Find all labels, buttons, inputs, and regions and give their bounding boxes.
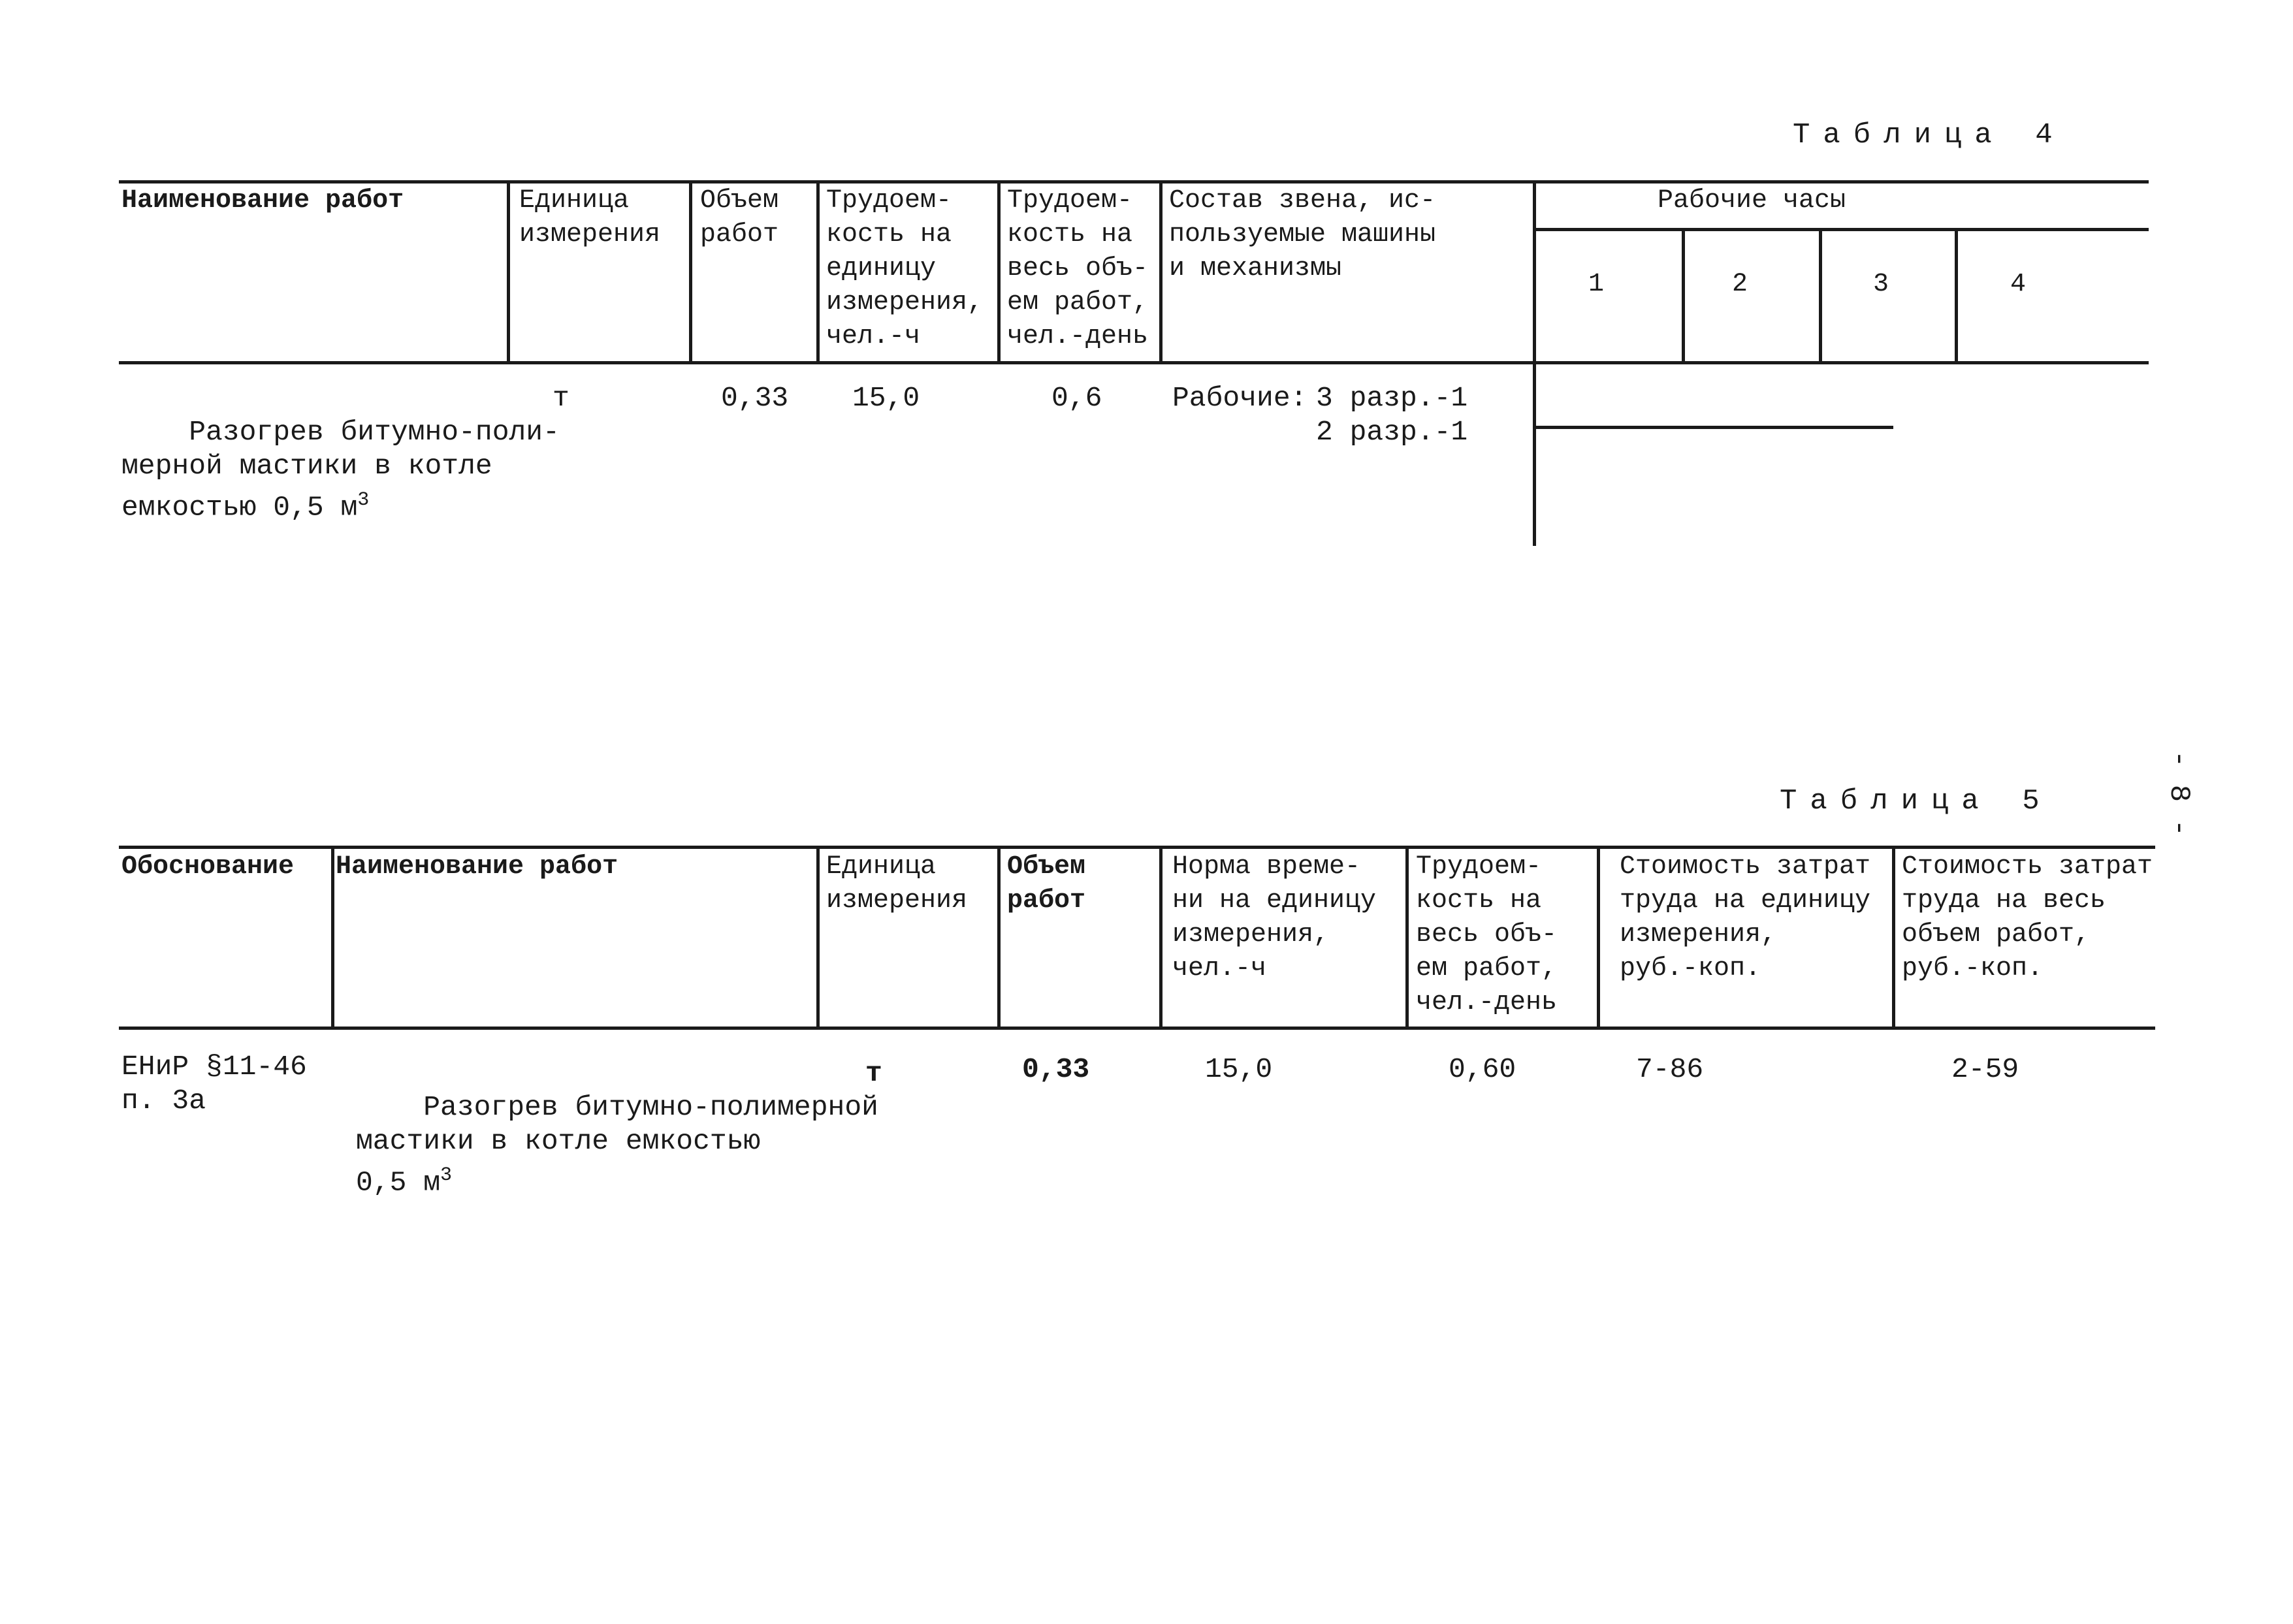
table4-header-crew: Состав звена, ис- пользуемые машины и механизмы xyxy=(1169,186,1436,283)
table4-caption: Таблица 4 xyxy=(1793,119,2066,151)
table5-caption: Таблица 5 xyxy=(1780,785,2053,818)
table4-gantt-bar xyxy=(1534,426,1893,429)
table4-hours-col-2: 2 xyxy=(1732,270,1748,299)
table4-row-unit: т xyxy=(553,382,569,414)
table4-row-crew-line1: 3 разр.-1 xyxy=(1316,382,1468,414)
table5-row-cost-unit: 7-86 xyxy=(1636,1053,1704,1085)
table5-col-divider xyxy=(1597,846,1600,1028)
table5-row-cost-total: 2-59 xyxy=(1951,1053,2019,1085)
table4-row-labor-unit: 15,0 xyxy=(852,382,920,414)
table4-header-unit: Единица измерения xyxy=(519,186,661,249)
table5-col-divider xyxy=(331,846,334,1028)
table4-hours-col-3: 3 xyxy=(1873,270,1889,299)
table4-col-divider xyxy=(507,180,510,363)
table4-col-divider xyxy=(1159,180,1163,363)
table5-header-basis: Обоснование xyxy=(121,852,295,882)
table5-header-cost-unit: Стоимость затрат труда на единицу измерения, руб.-коп. xyxy=(1620,852,1871,983)
table4-row-labor-total: 0,6 xyxy=(1051,382,1102,414)
table5-row-volume: 0,33 xyxy=(1022,1053,1090,1085)
table4-hours-col-divider xyxy=(1682,228,1685,363)
table4-top-rule xyxy=(119,180,2149,183)
table5-col-divider xyxy=(997,846,1001,1028)
table4-row-name: Разогрев битумно-поли- мерной мастики в котле емкостью 0,5 $м^3$ xyxy=(121,416,560,524)
table5-row-unit: т xyxy=(865,1057,882,1089)
table4-header-name: Наименование работ xyxy=(121,186,404,215)
table5-row-labor-total: 0,60 xyxy=(1449,1053,1516,1085)
table4-header-labor-total: Трудоем- кость на весь объ- ем работ, чел.-день xyxy=(1007,186,1149,351)
table5-row-name: Разогрев битумно-полимерной мастики в котле емкостью 0,5 $м^3$ xyxy=(356,1091,878,1199)
table5-col-divider xyxy=(1405,846,1409,1028)
table5-col-divider xyxy=(816,846,820,1028)
table4-row-crew-line2: 2 разр.-1 xyxy=(1316,416,1468,448)
table5-header-unit: Единица измерения xyxy=(826,852,968,915)
table5-header-cost-total: Стоимость затрат труда на весь объем работ, руб.-коп. xyxy=(1902,852,2153,983)
table4-col-divider xyxy=(816,180,820,363)
table5-col-divider xyxy=(1159,846,1163,1028)
table4-hours-col-divider xyxy=(1955,228,1958,363)
table4-row-crew-label: Рабочие: xyxy=(1172,382,1307,414)
table4-header-bottom-rule xyxy=(119,361,2149,364)
table4-hours-col-4: 4 xyxy=(2010,270,2027,299)
table4-header-hours: Рабочие часы xyxy=(1658,186,1846,215)
table4-hours-left-divider xyxy=(1533,180,1536,546)
table4-hours-subrule xyxy=(1534,228,2149,231)
table4-header-volume: Объем работ xyxy=(700,186,779,249)
page-number: - 8 - xyxy=(2162,750,2196,837)
table5-header-bottom-rule xyxy=(119,1027,2155,1030)
table4-hours-col-divider xyxy=(1819,228,1822,363)
table5-header-volume: Объем работ xyxy=(1007,852,1086,915)
table4-col-divider xyxy=(689,180,692,363)
table5-header-name: Наименование работ xyxy=(336,852,618,882)
table5-top-rule xyxy=(119,846,2155,849)
table4-row-volume: 0,33 xyxy=(721,382,789,414)
table5-row-basis: ЕНиР §11-46 п. 3а xyxy=(121,1051,307,1117)
table5-col-divider xyxy=(1892,846,1895,1028)
table5-header-norm: Норма време- ни на единицу измерения, чел.-ч xyxy=(1172,852,1377,983)
table5-row-norm: 15,0 xyxy=(1205,1053,1273,1085)
table5-header-labor-total: Трудоем- кость на весь объ- ем работ, чел.-день xyxy=(1416,852,1558,1017)
table4-col-divider xyxy=(997,180,1001,363)
table4-hours-col-1: 1 xyxy=(1588,270,1605,299)
table4-header-labor-unit: Трудоем- кость на единицу измерения, чел.-ч xyxy=(826,186,984,351)
